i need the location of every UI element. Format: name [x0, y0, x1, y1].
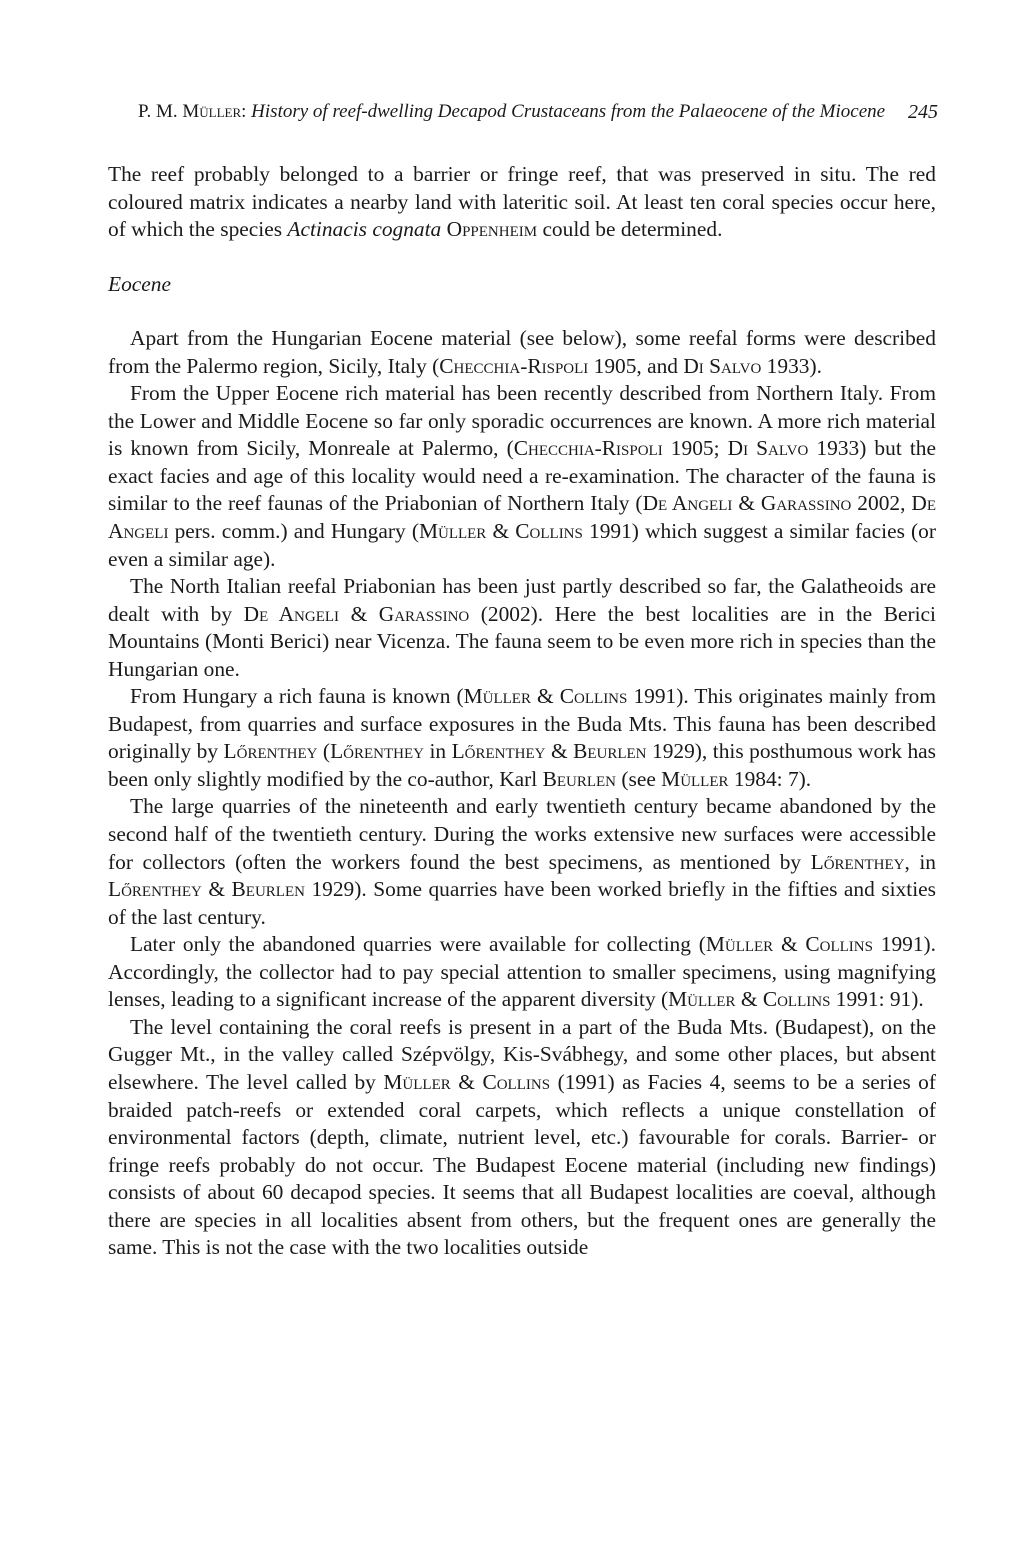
citation-author: De Angeli — [642, 491, 733, 516]
citation-author: Müller — [705, 932, 774, 957]
text-run: 1933) but the exact facies and age of this locality would need a re-examination. The character of the fauna is similar to the reef faunas of the Priabonian of Northern Italy ( — [108, 436, 936, 516]
text-run: From Hungary a rich fauna is known ( — [130, 684, 464, 709]
paragraph-4 — [108, 573, 936, 683]
paragraph-8 — [108, 1014, 936, 1262]
citation-author: Beurlen — [573, 739, 647, 764]
section-heading: Eocene — [108, 271, 171, 296]
text-run: 2002, — [851, 491, 912, 516]
text-run: The North Italian reefal Priabonian has been just partly described so far, the Galatheoids are dealt with by — [108, 574, 936, 626]
text-run: & — [530, 684, 560, 709]
text-run: 1929), this posthumous work has been only slightly modified by the co-author, Karl — [108, 739, 937, 791]
text-run: The reef probably belonged to a barrier or fringe reef, that was preserved in situ. The red coloured matrix indicates a nearby land with lateritic soil. At least ten coral species occur here, of which the species — [108, 162, 936, 242]
citation-author: Müller — [383, 1069, 451, 1094]
text-run: 1905, and — [588, 353, 684, 378]
citation-author: Müller — [661, 766, 729, 791]
running-head — [138, 98, 936, 126]
text-run: pers. comm.) and Hungary ( — [168, 519, 419, 544]
page-content — [108, 98, 936, 1262]
text-run: 1905; — [662, 436, 728, 461]
text-run: ( — [317, 739, 331, 764]
text-run: (1991) as Facies 4, seems to be a series of braided patch-reefs or extended coral carpets, which reflects a unique constellation of environmental factors (depth, climate, nutrient level, etc.) favourable for corals. Barrier- or fringe reefs probably do not occur. The Budapest Eocene material (including new findings) consists of about 60 decapod species. It seems that all Budapest localities are coeval, although there are species in all localities absent from others, but the frequent ones are generally the same. This is not the case with the two localities outside — [108, 1069, 936, 1260]
text-run: 1929). Some quarries have been worked briefly in the fifties and sixties of the last century. — [108, 877, 936, 929]
species-name: Actinacis cognata — [287, 217, 442, 242]
text-run: in — [423, 739, 452, 764]
citation-author: Checchia-Rispoli — [439, 353, 589, 378]
citation-author: Di Salvo — [683, 353, 762, 378]
author-name: Oppenheim — [446, 217, 538, 242]
text-run: & — [450, 1069, 483, 1094]
citation-author: Garassino — [760, 491, 852, 516]
citation-author: Collins — [762, 987, 831, 1012]
text-run: & — [732, 491, 761, 516]
running-head-author: P. M. Müller: — [138, 101, 247, 122]
text-run: Apart from the Hungarian Eocene material (see below), some reefal forms were described from the Palermo region, Sicily, Italy ( — [108, 326, 936, 378]
text-run: From the Upper Eocene rich material has been recently described from Northern Italy. From the Lower and Middle Eocene so far only sporadic occurrences are known. A more rich material is known from Sicily, Monreale at Palermo, ( — [108, 381, 936, 461]
text-run: & — [486, 519, 516, 544]
citation-author: Beurlen — [231, 877, 305, 902]
text-run: 1933). — [761, 353, 822, 378]
citation-author: Lőrenthey — [223, 739, 318, 764]
citation-author: Garassino — [378, 601, 470, 626]
text-run: 1984: 7). — [728, 766, 812, 791]
text-run: & — [735, 987, 763, 1012]
text-run: Later only the abandoned quarries were available for collecting ( — [130, 932, 706, 957]
citation-author: De Angeli — [243, 601, 340, 626]
citation-author: Lőrenthey — [451, 739, 546, 764]
citation-author: De Angeli — [108, 491, 936, 544]
citation-author: Müller — [463, 684, 531, 709]
text-run: could be determined. — [537, 217, 723, 242]
citation-author: Beurlen — [542, 766, 617, 791]
text-run: , in — [904, 849, 936, 874]
paragraph-1 — [108, 161, 936, 244]
citation-author: Müller — [418, 519, 487, 544]
text-run: (2002). Here the best localities are in the Berici Mountains (Monti Berici) near Vicenza. The fauna seem to be even more rich in species than the Hungarian one. — [108, 601, 936, 681]
text-run: 1991: 91). — [830, 987, 924, 1012]
text-run: 1991) which suggest a similar facies (or even a similar age). — [108, 519, 936, 571]
text-run: & — [339, 601, 379, 626]
citation-author: Lőrenthey — [810, 849, 905, 874]
text-run: & — [773, 932, 806, 957]
paragraph-3 — [108, 380, 936, 573]
citation-author: Lőrenthey — [108, 877, 202, 902]
citation-author: Müller — [668, 987, 736, 1012]
text-run: 1991). This originates mainly from Budapest, from quarries and surface exposures in the Buda Mts. This fauna has been described originally by — [108, 684, 936, 764]
citation-author: Lőrenthey — [330, 739, 424, 764]
body-text — [108, 161, 936, 1262]
running-head-title: History of reef-dwelling Decapod Crustaceans from the Palaeocene of the Miocene — [251, 101, 886, 122]
text-run: 1991). Accordingly, the collector had to pay special attention to smaller specimens, using magnifying lenses, leading to a significant increase of the apparent diversity ( — [108, 932, 936, 1012]
paragraph-7 — [108, 931, 936, 1014]
paragraph-2 — [108, 325, 936, 380]
text-run: The level containing the coral reefs is present in a part of the Buda Mts. (Budapest), on the Gugger Mt., in the valley called Szépvölgy, Kis-Svábhegy, and some other places, but absent elsewhere. The level called by — [108, 1014, 936, 1094]
citation-author: Collins — [482, 1069, 551, 1094]
citation-author: Di Salvo — [727, 436, 809, 461]
citation-author: Collins — [515, 519, 583, 544]
text-run: & — [201, 877, 232, 902]
paragraph-5 — [108, 683, 936, 793]
page-number: 245 — [908, 101, 938, 123]
text-run: The large quarries of the nineteenth and early twentieth century became abandoned by the second half of the twentieth century. During the works extensive new surfaces were accessible for collectors (often the workers found the best specimens, as mentioned by — [108, 794, 936, 874]
text-run: (see — [616, 766, 662, 791]
citation-author: Collins — [805, 932, 873, 957]
text-run: & — [545, 739, 574, 764]
paragraph-6 — [108, 793, 936, 931]
citation-author: Checchia-Rispoli — [513, 436, 663, 461]
citation-author: Collins — [559, 684, 628, 709]
